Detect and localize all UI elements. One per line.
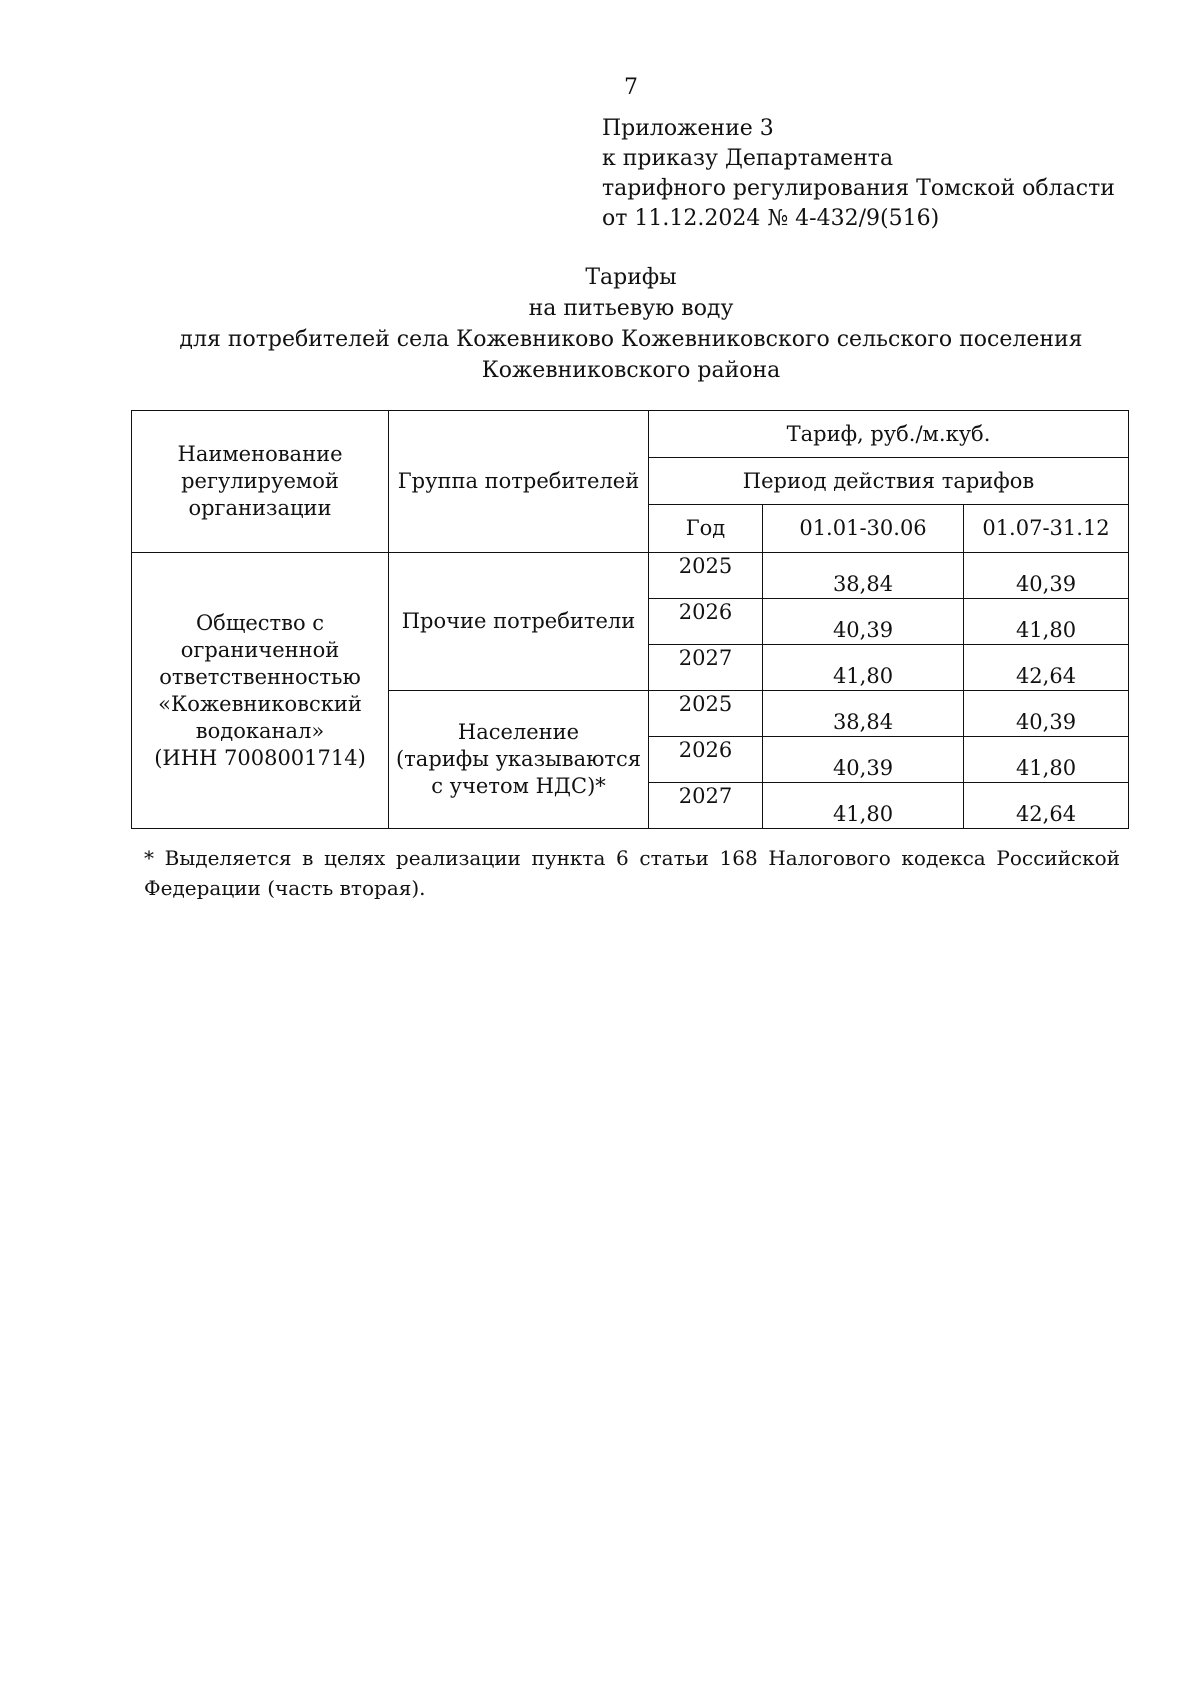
tariff-period-2-cell: 42,64 — [964, 645, 1129, 691]
tariff-period-1-cell: 41,80 — [763, 783, 964, 829]
header-line: Наименование — [177, 442, 343, 466]
appendix-line: к приказу Департамента — [602, 146, 894, 171]
year-cell: 2027 — [649, 783, 763, 829]
organization-line: Общество с — [195, 610, 325, 635]
organization-line: «Кожевниковский — [158, 691, 362, 716]
header-year: Год — [649, 505, 763, 553]
year-cell: 2025 — [649, 691, 763, 737]
appendix-line: от 11.12.2024 № 4-432/9(516) — [602, 206, 940, 231]
group-line: Прочие потребители — [401, 609, 636, 633]
tariff-period-2-cell: 40,39 — [964, 553, 1129, 599]
year-cell: 2026 — [649, 599, 763, 645]
group-line: Население — [457, 720, 580, 744]
organization-line: ответственностью — [159, 664, 361, 689]
year-cell: 2026 — [649, 737, 763, 783]
table-row — [132, 553, 1129, 599]
tariff-period-1-cell: 38,84 — [763, 553, 964, 599]
footnote: * Выделяется в целях реализации пункта 6 статьи 168 Налогового кодекса Российской Федерации (часть вторая). — [144, 846, 1120, 900]
header-org-name — [132, 411, 389, 553]
organization-line: (ИНН 7008001714) — [154, 745, 366, 770]
title-line: на питьевую воду — [528, 296, 734, 321]
appendix-line: тарифного регулирования Томской области — [602, 176, 1115, 201]
tariff-period-2-cell: 41,80 — [964, 599, 1129, 645]
group-line: с учетом НДС)* — [431, 774, 606, 798]
header-line: регулируемой — [181, 469, 339, 493]
document-title — [140, 262, 1122, 386]
organization-line: водоканал» — [195, 718, 325, 743]
header-consumer-group: Группа потребителей — [389, 411, 649, 553]
appendix-line: Приложение 3 — [602, 116, 774, 141]
tariff-period-1-cell: 40,39 — [763, 737, 964, 783]
group-line: (тарифы указываются — [395, 747, 642, 771]
header-period-1: 01.01-30.06 — [763, 505, 964, 553]
header-row — [132, 411, 1129, 458]
page-number: 7 — [624, 75, 638, 100]
tariff-table — [131, 410, 1129, 829]
header-tariff: Тариф, руб./м.куб. — [649, 411, 1129, 458]
group-cell-population — [389, 691, 649, 829]
tariff-period-1-cell: 40,39 — [763, 599, 964, 645]
organization-line: ограниченной — [180, 637, 340, 662]
tariff-period-2-cell: 41,80 — [964, 737, 1129, 783]
header-period-2: 01.07-31.12 — [964, 505, 1129, 553]
tariff-period-1-cell: 38,84 — [763, 691, 964, 737]
year-cell: 2025 — [649, 553, 763, 599]
tariff-period-2-cell: 42,64 — [964, 783, 1129, 829]
title-line: для потребителей села Кожевниково Кожевниковского сельского поселения — [179, 327, 1083, 352]
header-line: организации — [188, 496, 332, 520]
tariff-period-1-cell: 41,80 — [763, 645, 964, 691]
header-period: Период действия тарифов — [649, 458, 1129, 505]
title-line: Кожевниковского района — [481, 358, 781, 383]
group-cell-other — [389, 553, 649, 691]
appendix-block — [602, 114, 1115, 234]
title-line: Тарифы — [585, 265, 677, 290]
organization-cell — [132, 553, 389, 829]
tariff-period-2-cell: 40,39 — [964, 691, 1129, 737]
year-cell: 2027 — [649, 645, 763, 691]
